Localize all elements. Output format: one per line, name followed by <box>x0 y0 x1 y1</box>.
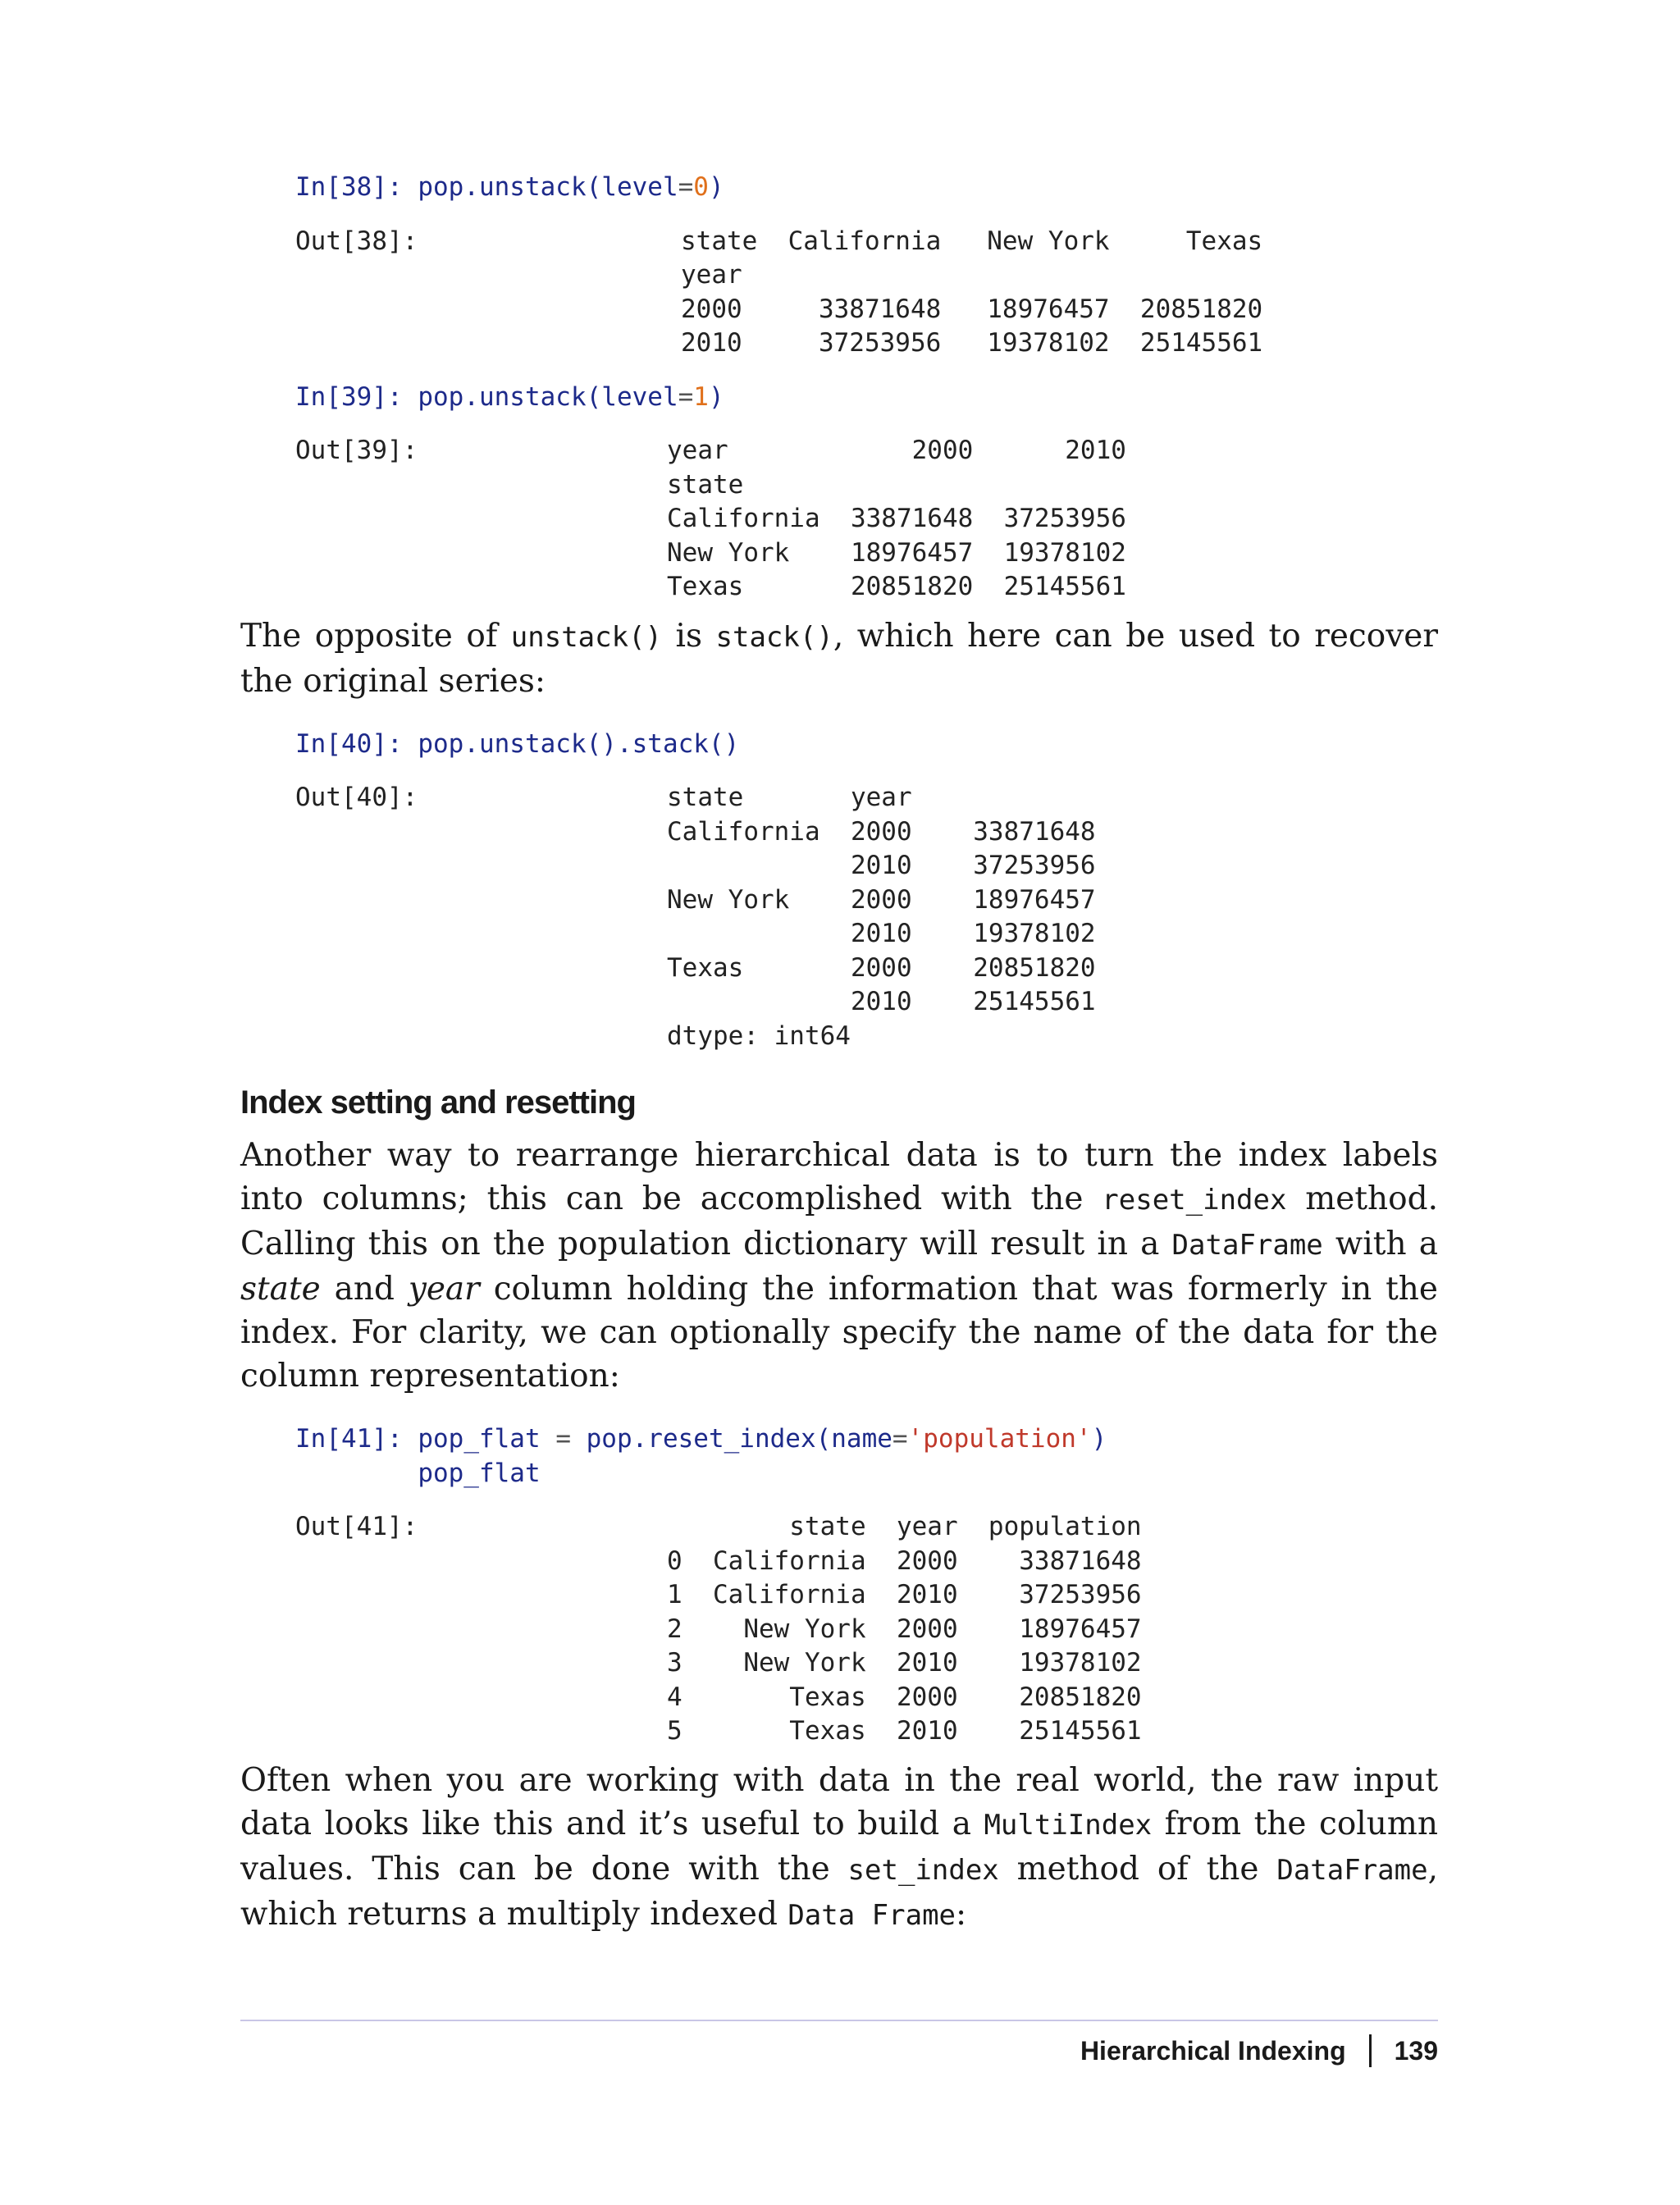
code-cell-39-output-table <box>667 434 1438 605</box>
footer-section-title: Hierarchical Indexing <box>1080 2035 1346 2066</box>
output-line: 5 Texas 2010 25145561 <box>667 1716 1142 1746</box>
footer-divider <box>1369 2034 1372 2067</box>
in-prompt: In[40]: <box>295 728 403 759</box>
footer-rule <box>240 2020 1438 2021</box>
output-line: state California New York Texas <box>681 226 1263 256</box>
code-cell-41-input <box>295 1422 1438 1457</box>
output-line: year <box>681 260 742 290</box>
code-cell-41-output-table <box>667 1510 1438 1749</box>
code-text: pop.unstack(level=1) <box>418 381 724 412</box>
out-prompt: Out[38]: <box>295 226 418 256</box>
paragraph-set-index: Often when you are working with data in the real world, the raw input data looks like this and it’s useful to build a MultiIndex from the column values. This can be done with the set_index method of the DataFrame, which returns a multiply indexed Data Frame: <box>240 1761 1438 1933</box>
output-line: 2 New York 2000 18976457 <box>667 1614 1142 1644</box>
code-text: pop.unstack().stack() <box>418 728 740 759</box>
out-prompt: Out[40]: <box>295 783 418 812</box>
code-cell-38-output-table <box>681 225 1438 361</box>
output-line: state year <box>667 783 912 812</box>
output-line: 2010 37253956 <box>667 851 1096 880</box>
code-cell-38-input <box>295 171 1438 205</box>
in-prompt: In[39]: <box>295 381 403 412</box>
out-prompt: Out[39]: <box>295 436 418 465</box>
page-number: 139 <box>1394 2035 1438 2066</box>
output-line: California 2000 33871648 <box>667 816 1096 847</box>
output-line: 2010 37253956 19378102 25145561 <box>681 328 1263 358</box>
output-line: 0 California 2000 33871648 <box>667 1545 1142 1576</box>
output-line: New York 2000 18976457 <box>667 884 1096 915</box>
output-line: California 33871648 37253956 <box>667 504 1126 533</box>
code-cell-41-input-line2: pop_flat <box>418 1458 541 1488</box>
out-prompt: Out[41]: <box>295 1512 418 1541</box>
output-line: 4 Texas 2000 20851820 <box>667 1682 1142 1712</box>
output-line: state year population <box>667 1512 1142 1541</box>
output-line: year 2000 2010 <box>667 436 1126 465</box>
paragraph-reset-index: Another way to rearrange hierarchical data is to turn the index labels into columns; this can be accomplished with the reset_index method. Calling this on the population dictionary will result in a DataFrame with a state and year column holding the information that was formerly in the index. For clarity, we can optionally specify the name of the data for the column representation: <box>240 1137 1439 1395</box>
in-prompt: In[41]: <box>295 1424 403 1454</box>
code-cell-40-input <box>295 728 1438 762</box>
code-cell-40-output-table <box>667 781 1438 1053</box>
page-content <box>240 171 1438 1938</box>
output-line: 2010 19378102 <box>667 919 1096 948</box>
output-line: dtype: int64 <box>667 1020 851 1051</box>
output-line: 3 New York 2010 19378102 <box>667 1648 1142 1678</box>
page-footer <box>1080 2034 1438 2067</box>
output-line: 2010 25145561 <box>667 987 1096 1016</box>
section-heading: Index setting and resetting <box>240 1084 636 1121</box>
code-cell-39-input <box>295 381 1438 415</box>
output-line: New York 18976457 19378102 <box>667 537 1126 568</box>
paragraph-stack-intro: The opposite of unstack() is stack(), which here can be used to recover the original series: <box>240 617 1438 700</box>
in-prompt: In[38]: <box>295 172 403 202</box>
output-line: 1 California 2010 37253956 <box>667 1580 1142 1609</box>
output-line: Texas 2000 20851820 <box>667 952 1096 983</box>
code-text: pop_flat = pop.reset_index(name='population') <box>418 1424 1107 1454</box>
output-line: Texas 20851820 25145561 <box>667 572 1126 601</box>
output-line: 2000 33871648 18976457 20851820 <box>681 294 1263 324</box>
code-text: pop.unstack(level=0) <box>418 172 724 202</box>
output-line: state <box>667 469 744 500</box>
